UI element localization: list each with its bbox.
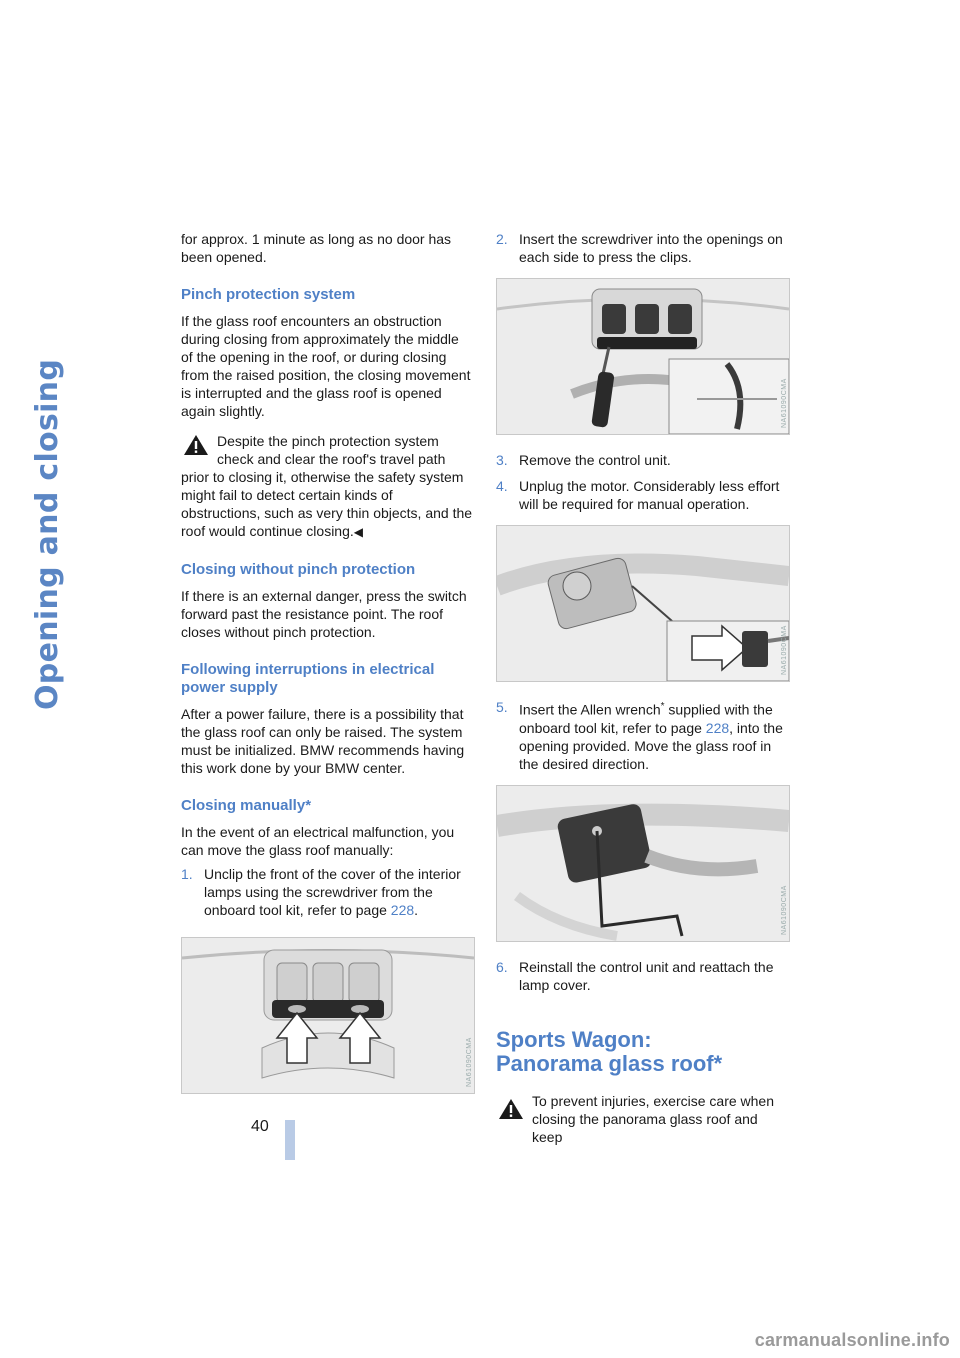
warning-icon (183, 434, 209, 456)
screwdriver-illustration (497, 279, 789, 434)
warning-text: To prevent injuries, exercise care when closing the panorama glass roof and keep (532, 1092, 775, 1145)
figure-code: NA61090CMA (781, 884, 788, 935)
warning-icon (498, 1098, 524, 1120)
step-text: Insert the Allen wrench (519, 701, 661, 718)
step-number: 3. (496, 452, 508, 468)
step-number: 6. (496, 958, 508, 975)
step-1 (181, 865, 473, 919)
figure-code: NA61090CMA (781, 378, 788, 428)
step-text: , into the opening provided. Move the glass roof in the desired direction. (519, 719, 783, 772)
page-link[interactable]: 228 (705, 719, 730, 736)
pinch-text: If the glass roof encounters an obstruction during closing from approximately the middle of the opening in the roof, or during closing from the raised position, the closing movement is interrupted and the glass roof is opened again slightly. (181, 313, 471, 419)
page-link[interactable]: 228 (390, 902, 415, 918)
wagon-heading-line-2: Panorama glass roof* (496, 1050, 723, 1076)
wagon-heading (496, 1028, 790, 1076)
optional-star: * (660, 701, 665, 712)
allen-wrench-illustration (497, 786, 789, 941)
end-mark: ◀ (353, 525, 364, 539)
power-text: After a power failure, there is a possibility that the glass roof can only be raised. The system must be initialized. BMW recommends having this work done by your BMW center. (181, 706, 465, 776)
step-end: . (414, 902, 419, 918)
warning-block-2 (496, 1092, 790, 1146)
step-6 (496, 958, 790, 994)
page-bar (285, 1120, 295, 1160)
figure-allen-wrench (496, 785, 790, 942)
step-number: 5. (496, 699, 508, 715)
step-text: Insert the screwdriver into the openings on each side to press the clips. (519, 231, 783, 265)
step-2 (496, 230, 790, 266)
step-number: 2. (496, 231, 508, 247)
intro-text: for approx. 1 minute as long as no door has been opened. (181, 231, 452, 265)
step-4 (496, 477, 790, 513)
pinch-heading: Pinch protection system (181, 286, 356, 303)
step-text: Remove the control unit. (519, 452, 671, 468)
step-number: 1. (181, 866, 193, 882)
step-text: Unplug the motor. Considerably less effort will be required for manual operation. (519, 478, 780, 512)
motor-plug-illustration (497, 526, 789, 681)
wagon-heading-line-1: Sports Wagon: (496, 1026, 652, 1052)
power-heading: Following interruptions in electrical power supply (181, 661, 435, 696)
left-column (181, 230, 473, 1110)
step-text: Reinstall the control unit and reattach the lamp cover. (519, 958, 774, 993)
right-column (496, 230, 790, 1158)
lamp-cover-illustration (182, 938, 474, 1093)
manual-heading: Closing manually* (181, 797, 312, 814)
nopinch-text: If there is an external danger, press the switch forward past the resistance point. The roof closes without pinch protection. (181, 588, 467, 640)
manual-text: In the event of an electrical malfunction, you can move the glass roof manually: (181, 824, 455, 858)
page-number: 40 (251, 1118, 269, 1135)
step-text: supplied with the onboard tool kit, refer to page (519, 701, 773, 736)
step-number: 4. (496, 478, 508, 494)
step-text: Unclip the front of the cover of the interior lamps using the screwdriver from the onboard tool kit, refer to page (204, 866, 461, 918)
step-5 (496, 698, 790, 773)
footer-watermark: carmanualsonline.info (754, 1330, 950, 1350)
warning-text: Despite the pinch protection system check and clear the roof's travel path prior to closing it, otherwise the safety system might fail to detect certain kinds of obstructions, such as very thin objects, and the roof would continue closing. (181, 433, 473, 539)
figure-code: NA61090CMA (781, 625, 788, 675)
figure-lamp-cover (181, 937, 475, 1094)
step-3 (496, 451, 790, 469)
figure-screwdriver (496, 278, 790, 435)
warning-block (181, 432, 473, 541)
figure-code: NA61090CMA (466, 1037, 473, 1087)
section-title: Opening and closing (30, 358, 65, 710)
nopinch-heading: Closing without pinch protection (181, 561, 416, 578)
figure-motor-plug (496, 525, 790, 682)
